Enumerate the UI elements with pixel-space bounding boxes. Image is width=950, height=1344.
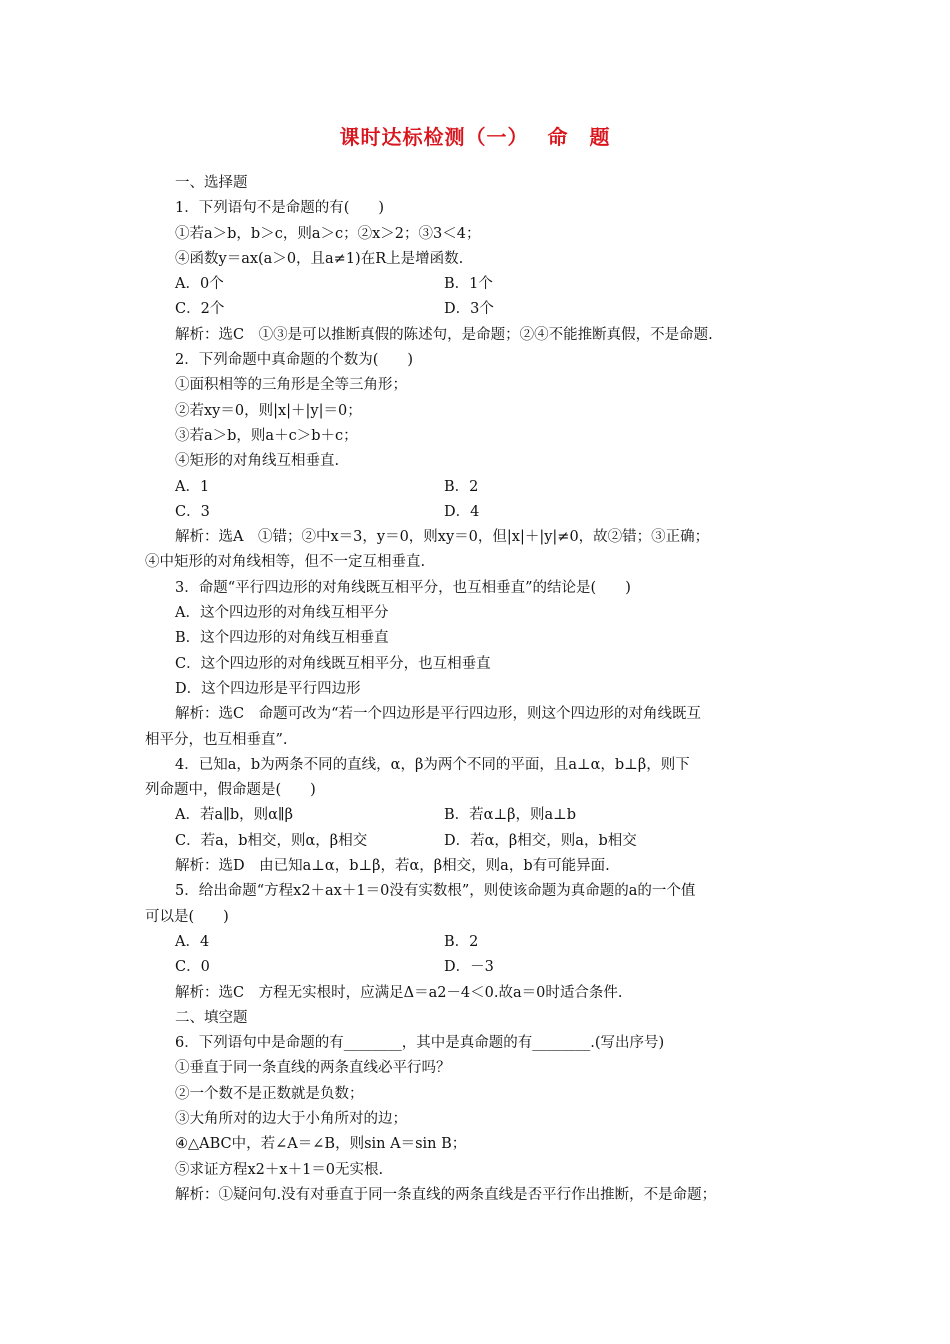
option-d: D．3个: [444, 301, 494, 318]
question-6-statement-5: ⑤求证方程x2＋x＋1＝0无实根.: [175, 1161, 384, 1178]
question-3-option-d: D．这个四边形是平行四边形: [175, 680, 361, 697]
answer-1: 解析：选C ①③是可以推断真假的陈述句，是命题；②④不能推断真假，不是命题.: [175, 326, 713, 343]
question-3: 3．命题“平行四边形的对角线既互相平分，也互相垂直”的结论是( ): [175, 579, 631, 596]
page-title: 课时达标检测（一） 命 题: [339, 125, 611, 149]
question-2: 2．下列命题中真命题的个数为( ): [175, 352, 414, 369]
question-4-continued: 列命题中，假命题是( ): [145, 782, 316, 799]
option-d: D．若α，β相交，则a，b相交: [444, 832, 637, 849]
question-5: 5．给出命题“方程x2＋ax＋1＝0没有实数根”，则使该命题为真命题的a的一个值: [175, 883, 696, 900]
question-5-options-ab: [145, 930, 808, 955]
option-a: A．4: [175, 933, 210, 950]
option-b: B．1个: [444, 276, 493, 293]
answer-5: 解析：选C 方程无实根时，应满足Δ＝a2－4＜0.故a＝0时适合条件.: [175, 984, 623, 1001]
question-6-statement-3: ③大角所对的边大于小角所对的边；: [175, 1110, 407, 1127]
question-6: 6．下列语句中是命题的有________，其中是真命题的有________.(写出序号): [175, 1035, 665, 1052]
question-1-options-cd: [145, 297, 808, 322]
question-4: 4．已知a，b为两条不同的直线，α，β为两个不同的平面，且a⊥α，b⊥β，则下: [175, 756, 690, 773]
question-1-options-ab: [145, 272, 808, 297]
option-d: D．－3: [444, 959, 494, 976]
question-6-statement-1: ①垂直于同一条直线的两条直线必平行吗？: [175, 1060, 451, 1077]
answer-6: 解析：①疑问句.没有对垂直于同一条直线的两条直线是否平行作出推断，不是命题；: [175, 1186, 717, 1203]
question-5-continued: 可以是( ): [145, 908, 229, 925]
question-5-options-cd: [145, 955, 808, 980]
option-c: C．3: [175, 503, 210, 520]
option-b: B．2: [444, 933, 479, 950]
option-a: A．若a∥b，则α∥β: [175, 807, 293, 824]
question-2-statement-2: ②若xy＝0，则|x|＋|y|＝0；: [175, 402, 362, 419]
document-body: [145, 171, 808, 1208]
option-c: C．若a，b相交，则α，β相交: [175, 832, 368, 849]
answer-3-continued: 相平分，也互相垂直”.: [145, 731, 288, 748]
option-b: B．2: [444, 478, 479, 495]
question-1: 1．下列语句不是命题的有( ): [175, 200, 385, 217]
section-heading-fill: 二、填空题: [175, 1009, 248, 1026]
question-1-statements: ①若a＞b，b＞c，则a＞c；②x＞2；③3＜4；: [175, 225, 481, 242]
option-b: B．若α⊥β，则a⊥b: [444, 807, 577, 824]
answer-4: 解析：选D 由已知a⊥α，b⊥β，若α，β相交，则a，b有可能异面.: [175, 858, 610, 875]
question-2-options-ab: [145, 475, 808, 500]
section-heading-choice: 一、选择题: [175, 175, 248, 191]
question-3-option-c: C．这个四边形的对角线既互相平分，也互相垂直: [175, 655, 491, 672]
answer-3: 解析：选C 命题可改为“若一个四边形是平行四边形，则这个四边形的对角线既互: [175, 706, 702, 723]
question-2-statement-3: ③若a＞b，则a＋c＞b＋c；: [175, 427, 358, 444]
answer-2: 解析：选A ①错；②中x＝3，y＝0，则xy＝0，但|x|＋|y|≠0，故②错；③正确；: [175, 529, 710, 546]
option-a: A．0个: [175, 276, 224, 293]
question-2-statement-4: ④矩形的对角线互相垂直.: [175, 453, 340, 470]
question-4-options-cd: [145, 829, 808, 854]
question-6-statement-2: ②一个数不是正数就是负数；: [175, 1085, 364, 1102]
question-4-options-ab: [145, 803, 808, 828]
question-3-option-a: A．这个四边形的对角线互相平分: [175, 605, 389, 622]
option-c: C．2个: [175, 301, 225, 318]
question-2-statement-1: ①面积相等的三角形是全等三角形；: [175, 377, 407, 394]
option-a: A．1: [175, 478, 210, 495]
option-d: D．4: [444, 503, 480, 520]
option-c: C．0: [175, 959, 210, 976]
question-6-statement-4: ④△ABC中，若∠A＝∠B，则sin A＝sin B；: [175, 1136, 467, 1153]
answer-2-continued: ④中矩形的对角线相等，但不一定互相垂直.: [145, 554, 426, 571]
question-1-statement-4: ④函数y＝ax(a＞0，且a≠1)在R上是增函数.: [175, 250, 464, 267]
question-2-options-cd: [145, 500, 808, 525]
question-3-option-b: B．这个四边形的对角线互相垂直: [175, 630, 389, 647]
